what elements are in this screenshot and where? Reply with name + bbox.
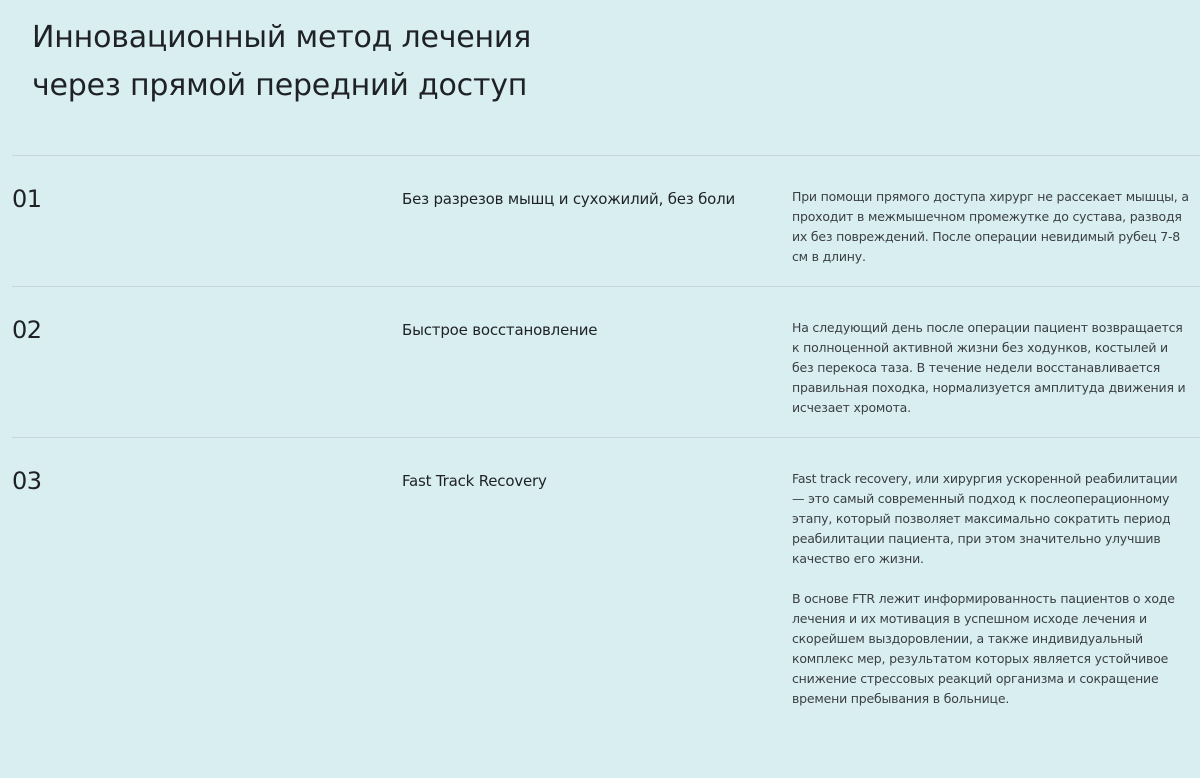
benefit-heading: Fast Track Recovery xyxy=(402,472,547,490)
page-title-line-1: Инновационный метод лечения xyxy=(32,20,532,55)
benefit-paragraph: На следующий день после операции пациент возвращается к полноценной активной жизни без ходунков, костылей и без перекоса таза. В течение недели восстанавливается правильная походка, нормализуется амплитуда движения и исчезает хромота. xyxy=(792,320,1186,415)
benefit-heading: Без разрезов мышц и сухожилий, без боли xyxy=(402,190,736,208)
benefits-list xyxy=(12,155,1200,778)
benefit-paragraph: При помощи прямого доступа хирург не рассекает мышцы, а проходит в межмышечном промежутке до сустава, разводя их без повреждений. После операции невидимый рубец 7-8 см в длину. xyxy=(792,189,1189,264)
benefit-heading: Быстрое восстановление xyxy=(402,321,598,339)
benefit-paragraph: Fast track recovery, или хирургия ускоренной реабилитации — это самый современный подход к послеоперационному этапу, который позволяет максимально сократить период реабилитации пациента, при этом значительно улучшив качество его жизни. xyxy=(792,471,1178,566)
benefit-row-1 xyxy=(12,155,1200,286)
benefit-number: 03 xyxy=(12,467,42,495)
page-title xyxy=(32,14,672,110)
benefit-row-3 xyxy=(12,437,1200,778)
benefit-description xyxy=(792,318,1192,418)
benefit-description xyxy=(792,187,1192,267)
page-title-line-2: через прямой передний доступ xyxy=(32,68,528,103)
benefit-number: 02 xyxy=(12,316,42,344)
benefit-row-2 xyxy=(12,286,1200,437)
benefit-paragraph: В основе FTR лежит информированность пациентов о ходе лечения и их мотивация в успешном исходе лечения и скорейшем выздоровлении, а также индивидуальный комплекс мер, результатом которых является устойчивое снижение стрессовых реакций организма и сокращение времени пребывания в больнице. xyxy=(792,591,1175,706)
benefit-number: 01 xyxy=(12,185,42,213)
benefit-description xyxy=(792,469,1192,709)
